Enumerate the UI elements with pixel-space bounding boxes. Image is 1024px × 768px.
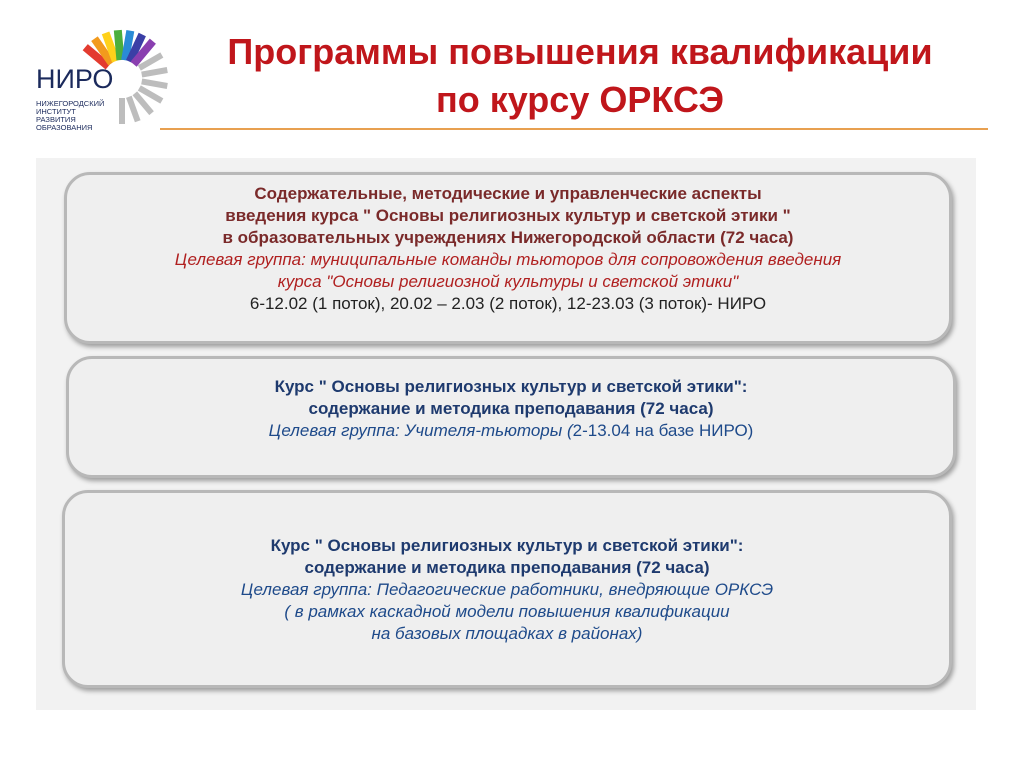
program-2-target-label: Целевая группа: Учителя-тьюторы ( [268, 421, 573, 440]
program-box-2 [66, 356, 956, 478]
program-1-target-line: курса "Основы религиозной культуры и светской этики" [277, 272, 739, 291]
niro-logo [22, 20, 172, 140]
slide-title-line-2: по курсу ОРКСЭ [436, 79, 724, 120]
logo-subtitle-line: РАЗВИТИЯ [36, 115, 76, 124]
program-3-target-line: на базовых площадках в районах) [371, 624, 643, 643]
slide-title-line-1: Программы повышения квалификации [227, 31, 933, 72]
title-underline [160, 128, 988, 130]
program-1-schedule: 6-12.02 (1 поток), 20.02 – 2.03 (2 поток), 12-23.03 (3 поток)- НИРО [249, 294, 767, 313]
program-2-heading-line: Курс " Основы религиозных культур и светской этики": [274, 377, 748, 396]
program-1-target-line: Целевая группа: муниципальные команды тьюторов для сопровождения введения [174, 250, 842, 269]
logo-subtitle-line: ОБРАЗОВАНИЯ [36, 123, 93, 132]
program-3-target-line: Целевая группа: Педагогические работники, внедряющие ОРКСЭ [240, 580, 774, 599]
logo-subtitle [36, 100, 116, 132]
program-3-heading-line: содержание и методика преподавания (72 часа) [304, 558, 710, 577]
program-1-heading-line: введения курса " Основы религиозных культур и светской этики " [225, 206, 791, 225]
program-3-target-line: ( в рамках каскадной модели повышения квалификации [284, 602, 730, 621]
logo-subtitle-line: ИНСТИТУТ [36, 107, 76, 116]
slide-title [160, 28, 1000, 124]
program-1-heading-line: Содержательные, методические и управленческие аспекты [254, 184, 762, 203]
program-2-heading-line: содержание и методика преподавания (72 часа) [308, 399, 714, 418]
logo-name: НИРО [36, 64, 114, 94]
program-2-target [69, 420, 953, 442]
program-box-3 [62, 490, 952, 688]
logo-subtitle-line: НИЖЕГОРОДСКИЙ [36, 99, 105, 108]
program-3-heading-line: Курс " Основы религиозных культур и светской этики": [270, 536, 744, 555]
program-box-1 [64, 172, 952, 344]
program-2-target-dates: 2-13.04 на базе НИРО) [572, 421, 754, 440]
program-1-heading-line: в образовательных учреждениях Нижегородской области (72 часа) [222, 228, 794, 247]
